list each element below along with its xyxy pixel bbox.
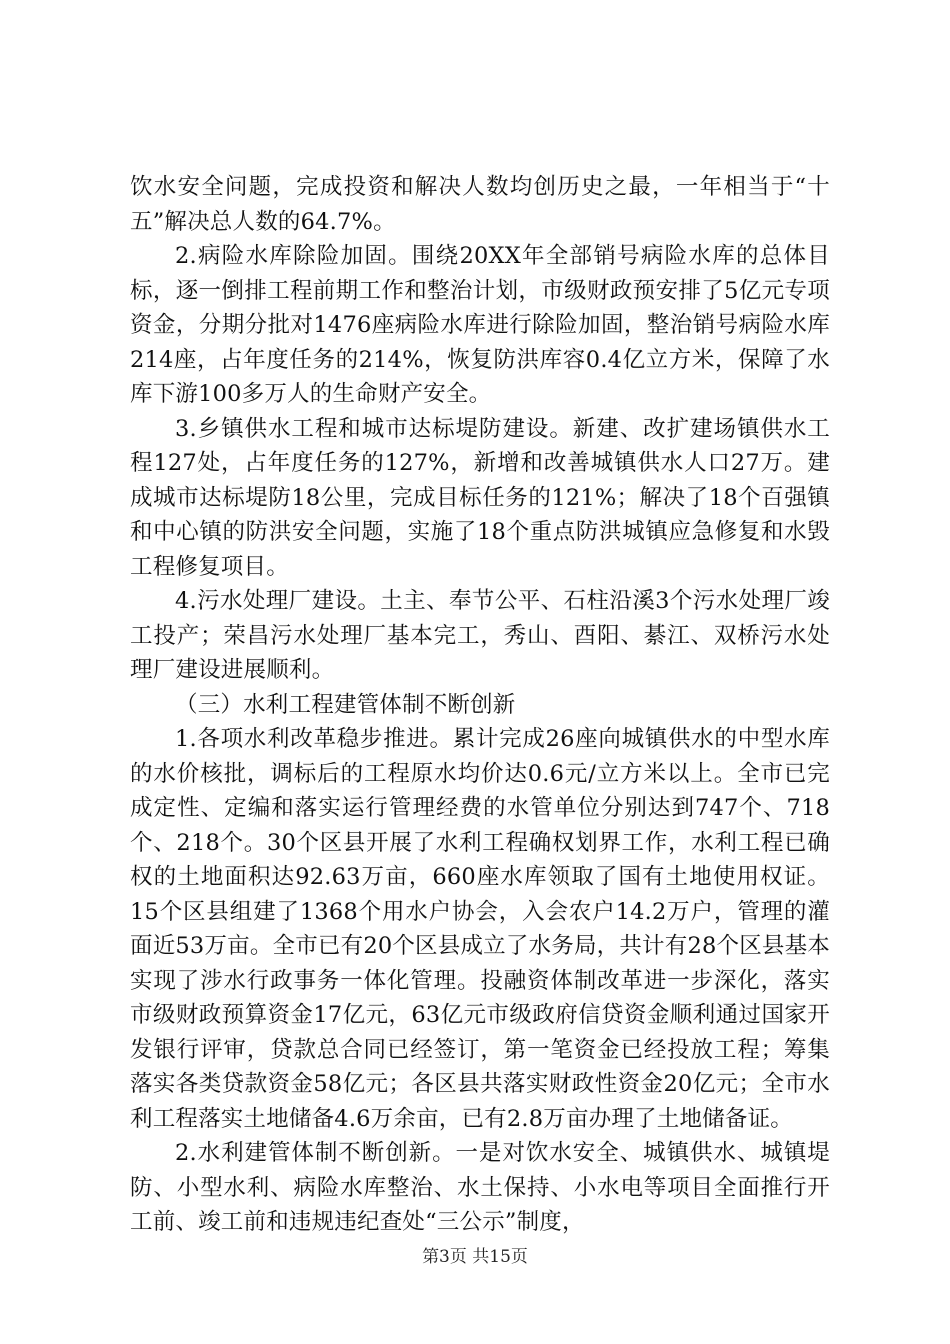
document-body: [130, 170, 830, 1240]
section-heading: （三）水利工程建管体制不断创新: [175, 691, 516, 718]
paragraph-2: 2.病险水库除险加固。围绕20XX年全部销号病险水库的总体目标，逐一倒排工程前期工作和整治计划，市级财政预安排了5亿元专项资金，分期分批对1476座病险水库进行除险加固，整治销号病险水库214座，占年度任务的214%，恢复防洪库容0.4亿立方米，保障了水库下游100多万人的生命财产安全。: [130, 243, 830, 407]
paragraph-6: 2.水利建管体制不断创新。一是对饮水安全、城镇供水、城镇堤防、小型水利、病险水库整治、水土保持、小水电等项目全面推行开工前、竣工前和违规违纪查处“三公示”制度，: [130, 1140, 830, 1235]
page-footer: 第3页 共15页: [422, 1247, 528, 1267]
paragraph-5: 1.各项水利改革稳步推进。累计完成26座向城镇供水的中型水库的水价核批，调标后的工程原水均价达0.6元/立方米以上。全市已完成定性、定编和落实运行管理经费的水管单位分别达到747个、718个、218个。30个区县开展了水利工程确权划界工作，水利工程已确权的土地面积达92.63万亩，660座水库领取了国有土地使用权证。15个区县组建了1368个用水户协会，入会农户14.2万户，管理的灌面近53万亩。全市已有20个区县成立了水务局，共计有28个区县基本实现了涉水行政事务一体化管理。投融资体制改革进一步深化，落实市级财政预算资金17亿元，63亿元市级政府信贷资金顺利通过国家开发银行评审，贷款总合同已经签订，第一笔资金已经投放工程；筹集落实各类贷款资金58亿元；各区县共落实财政性资金20亿元；全市水利工程落实土地储备4.6万余亩，已有2.8万亩办理了土地储备证。: [130, 726, 830, 1132]
paragraph-4: 4.污水处理厂建设。土主、奉节公平、石柱沿溪3个污水处理厂竣工投产；荣昌污水处理厂基本完工，秀山、酉阳、綦江、双桥污水处理厂建设进展顺利。: [130, 588, 830, 683]
paragraph-1: 饮水安全问题，完成投资和解决人数均创历史之最，一年相当于“十五”解决总人数的64.7%。: [130, 174, 830, 235]
paragraph-3: 3.乡镇供水工程和城市达标堤防建设。新建、改扩建场镇供水工程127处，占年度任务的127%，新增和改善城镇供水人口27万。建成城市达标堤防18公里，完成目标任务的121%；解决了18个百强镇和中心镇的防洪安全问题，实施了18个重点防洪城镇应急修复和水毁工程修复项目。: [130, 415, 830, 580]
